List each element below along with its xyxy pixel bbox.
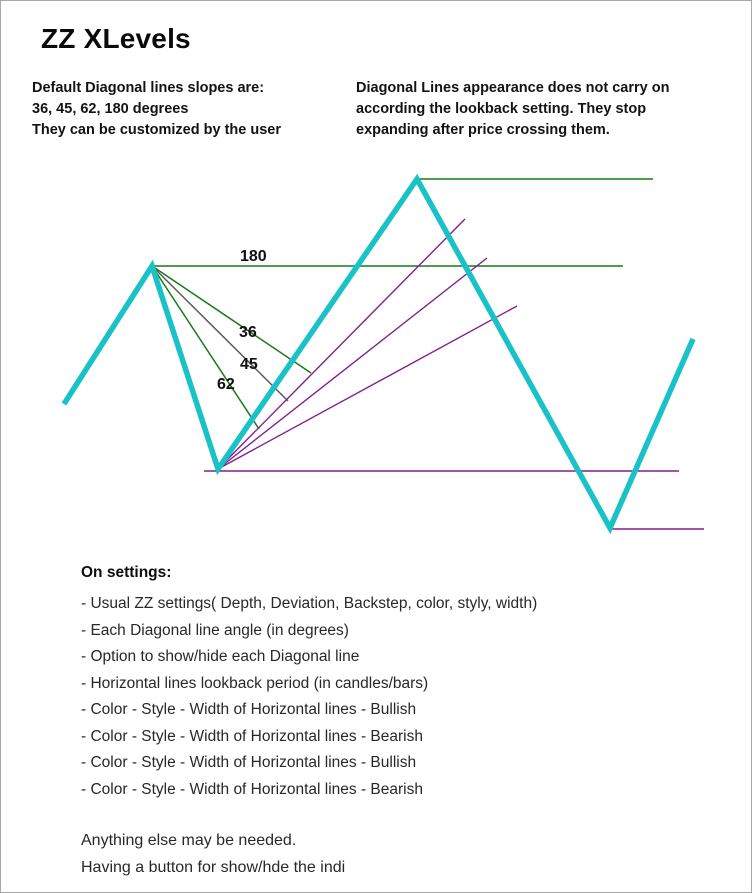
note-line: expanding after price crossing them. bbox=[356, 122, 610, 138]
footer-note-line: Anything else may be needed. bbox=[81, 832, 297, 849]
label-180-degrees: 180 bbox=[240, 248, 267, 265]
settings-item-diagonal-angle: - Each Diagonal line angle (in degrees) bbox=[81, 621, 349, 639]
settings-section bbox=[81, 564, 537, 881]
purple-diagonal-line-3 bbox=[218, 306, 517, 469]
settings-item-hlines-bullish-1: - Color - Style - Width of Horizontal lines - Bullish bbox=[81, 701, 417, 718]
settings-item-hlines-bearish-1: - Color - Style - Width of Horizontal lines - Bearish bbox=[81, 727, 423, 745]
page-title: ZZ XLevels bbox=[41, 23, 191, 54]
label-62-degrees: 62 bbox=[217, 376, 235, 393]
purple-diagonal-line-2 bbox=[218, 258, 487, 469]
settings-item-show-hide-diagonal: - Option to show/hide each Diagonal line bbox=[81, 648, 360, 665]
note-line: They can be customized by the user bbox=[32, 122, 281, 138]
settings-item-hlines-bearish-2: - Color - Style - Width of Horizontal lines - Bearish bbox=[81, 780, 423, 798]
indicator-diagram bbox=[1, 1, 752, 561]
note-line: Default Diagonal lines slopes are: bbox=[32, 80, 265, 96]
settings-footer bbox=[81, 828, 537, 881]
settings-item-lookback-period: - Horizontal lines lookback period (in candles/bars) bbox=[81, 674, 429, 692]
footer-note-line: Having a button for show/hde the indi bbox=[81, 858, 346, 876]
note-line: 36, 45, 62, 180 degrees bbox=[32, 101, 189, 117]
note-line: according the lookback setting. They stop bbox=[356, 101, 647, 117]
diagonal-62-line bbox=[152, 266, 259, 429]
label-36-degrees: 36 bbox=[239, 324, 257, 341]
settings-heading: On settings: bbox=[81, 564, 172, 581]
zigzag-line bbox=[64, 179, 693, 528]
diagonal-36-line bbox=[152, 266, 311, 373]
settings-item-zz-settings: - Usual ZZ settings( Depth, Deviation, Backstep, color, styly, width) bbox=[81, 595, 538, 612]
label-45-degrees: 45 bbox=[240, 356, 258, 373]
settings-item-hlines-bullish-2: - Color - Style - Width of Horizontal lines - Bullish bbox=[81, 754, 417, 771]
note-line: Diagonal Lines appearance does not carry on bbox=[356, 80, 670, 96]
